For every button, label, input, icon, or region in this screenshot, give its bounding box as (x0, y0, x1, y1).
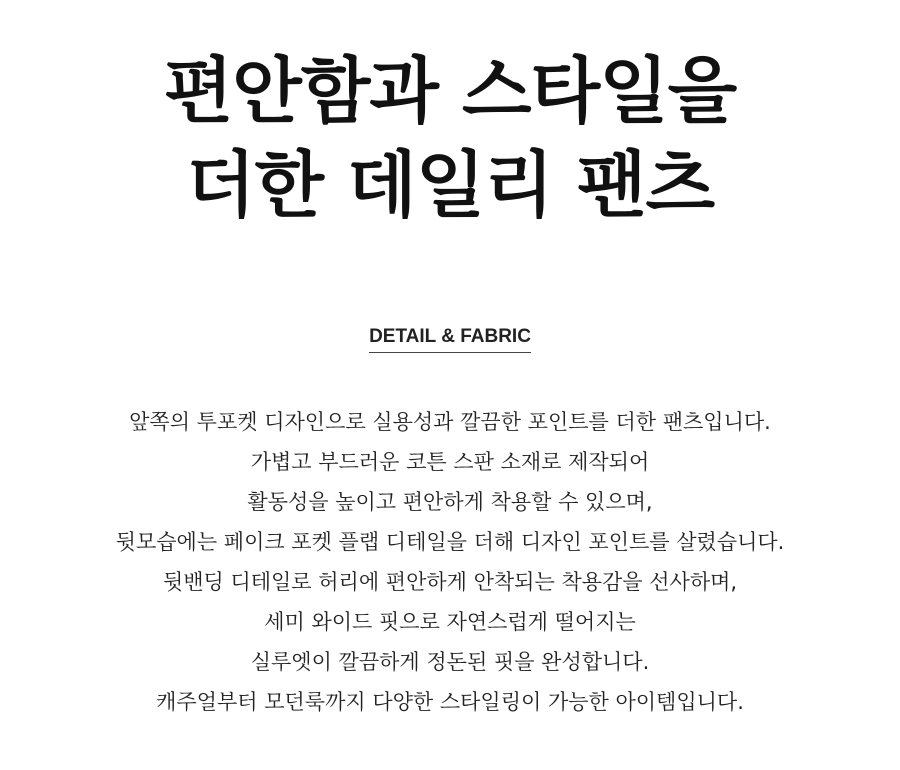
headline (0, 44, 900, 232)
description-line: 활동성을 높이고 편안하게 착용할 수 있으며, (247, 490, 653, 514)
description-line: 가볍고 부드러운 코튼 스판 소재로 제작되어 (250, 450, 650, 474)
section-label: DETAIL & FABRIC (369, 326, 531, 353)
description-line: 세미 와이드 핏으로 자연스럽게 떨어지는 (264, 610, 636, 634)
description-line: 앞쪽의 투포켓 디자인으로 실용성과 깔끔한 포인트를 더한 팬츠입니다. (129, 410, 771, 434)
description-line: 뒷모습에는 페이크 포켓 플랩 디테일을 더해 디자인 포인트를 살렸습니다. (115, 530, 785, 554)
section-label-container (0, 326, 900, 353)
description-line: 실루엣이 깔끔하게 정돈된 핏을 완성합니다. (250, 650, 650, 674)
description-line: 뒷밴딩 디테일로 허리에 편안하게 안착되는 착용감을 선사하며, (162, 570, 738, 594)
headline-line-1: 편안함과 스타일을 (163, 49, 737, 133)
product-description (0, 402, 900, 722)
headline-line-2: 더한 데일리 팬츠 (186, 143, 714, 227)
description-line: 캐주얼부터 모던룩까지 다양한 스타일링이 가능한 아이템입니다. (156, 690, 744, 714)
